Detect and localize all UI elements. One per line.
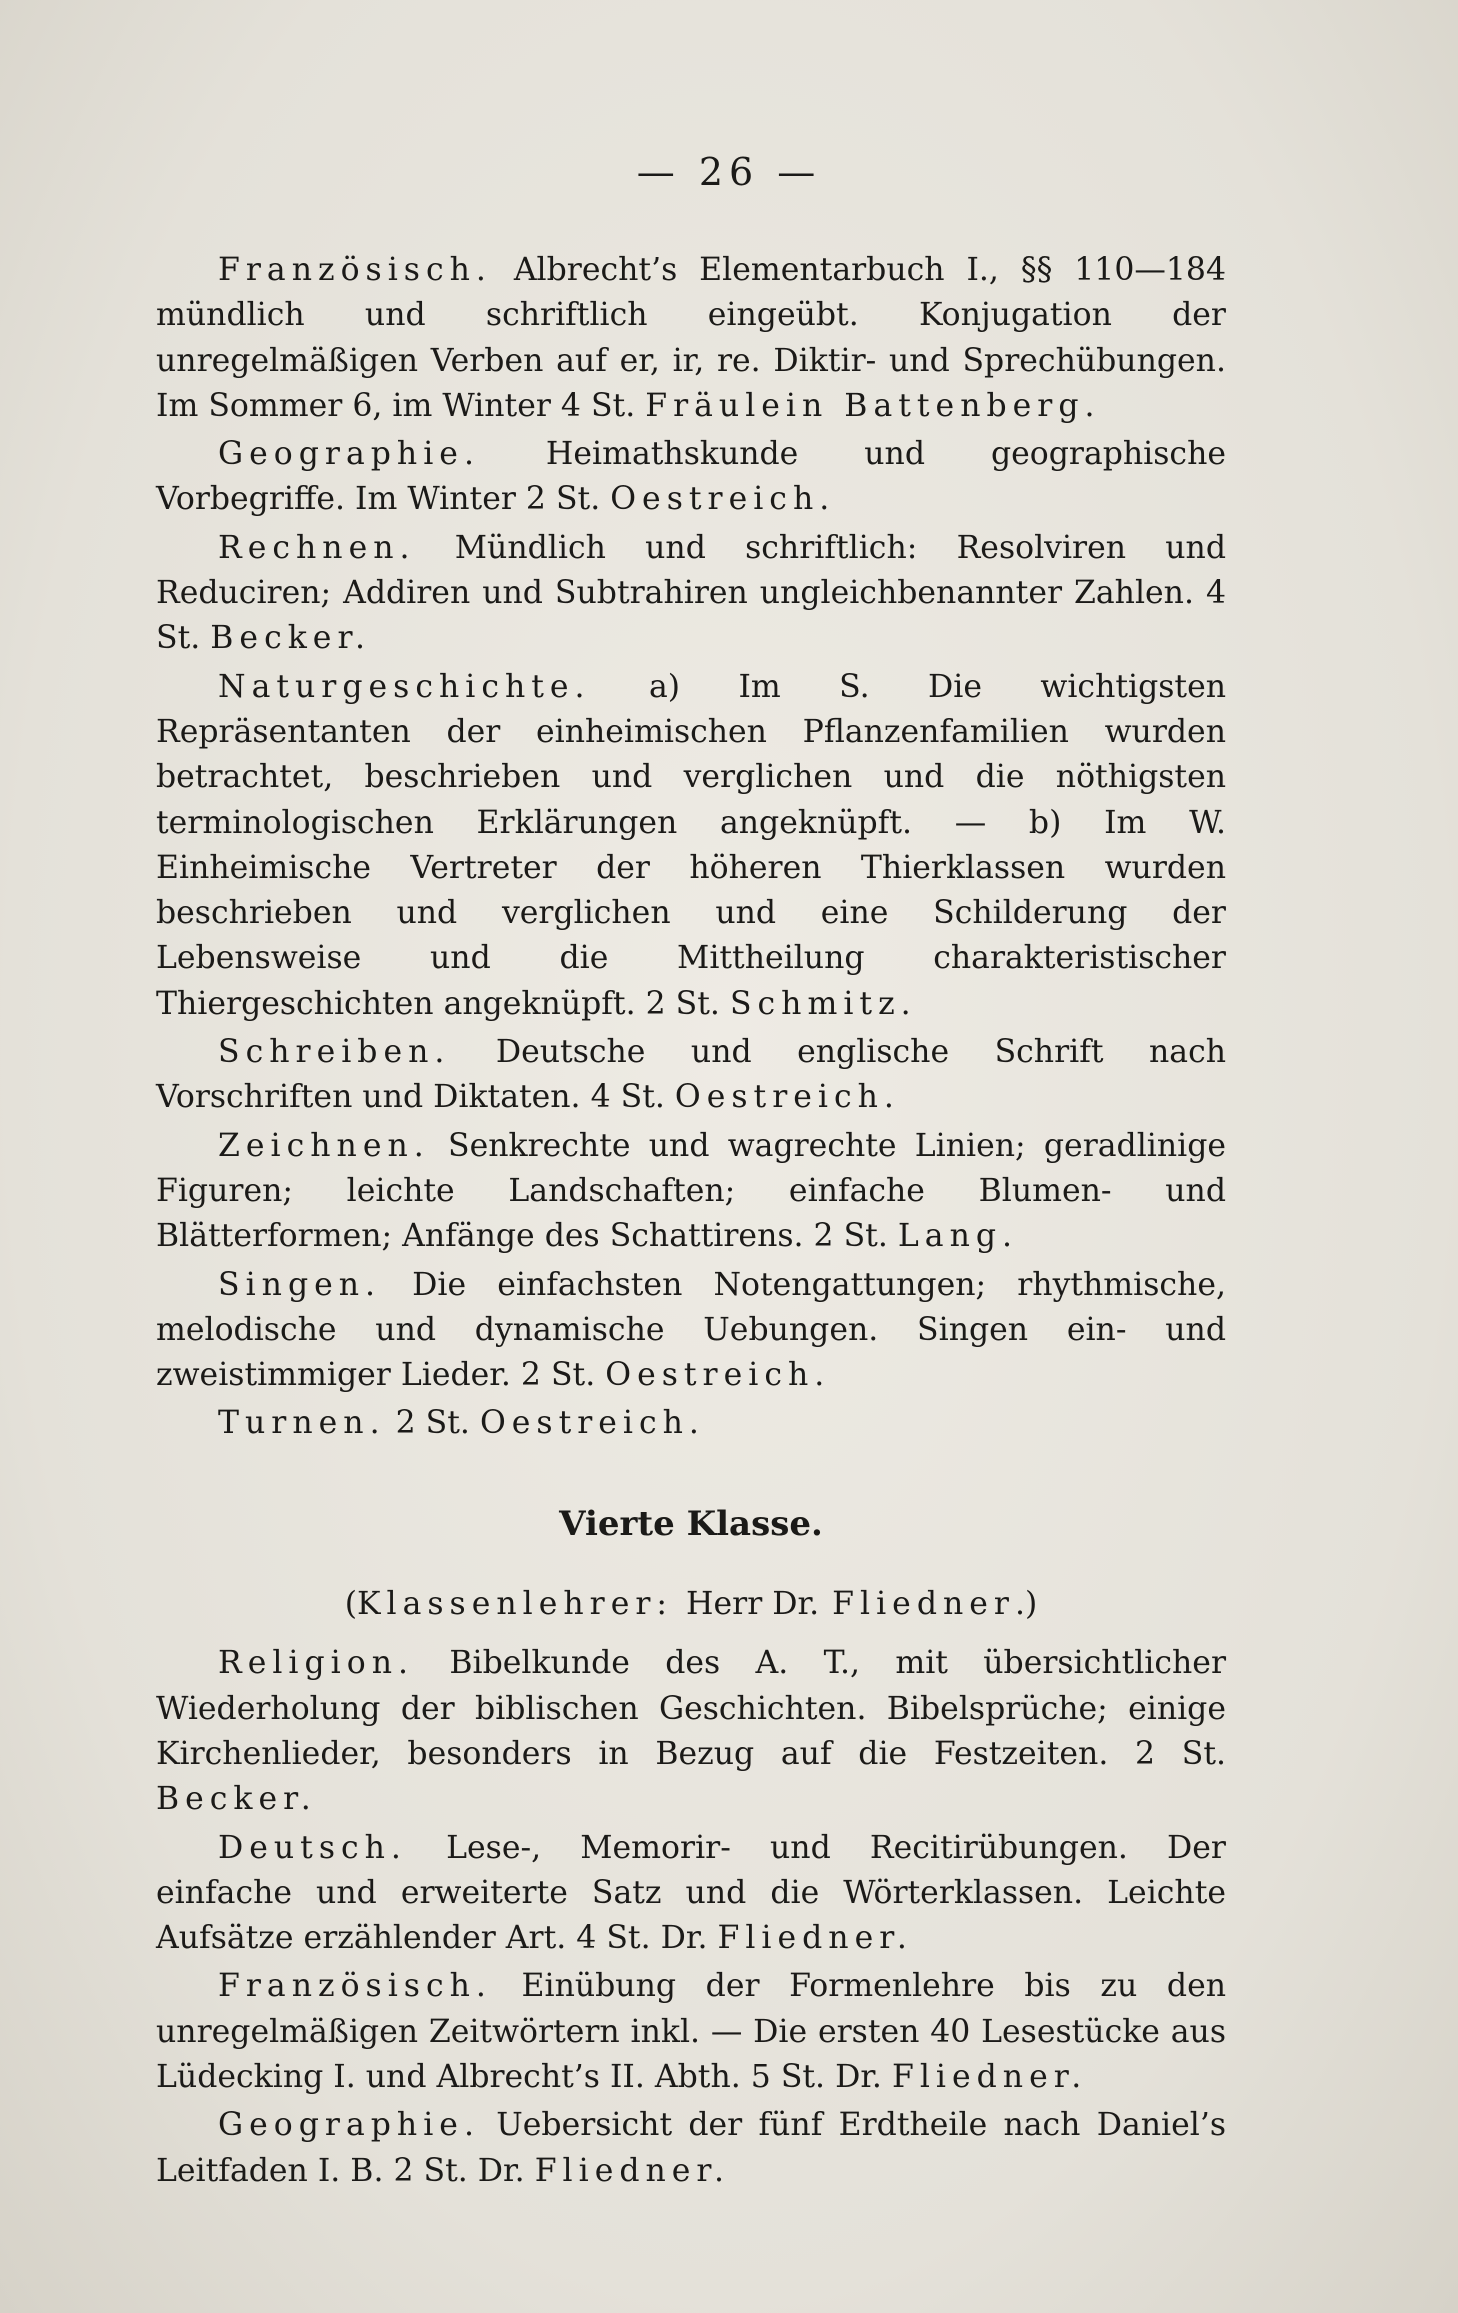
class-teacher-label: Klassenlehrer:	[357, 1586, 674, 1623]
paragraph-rechnen	[156, 526, 1226, 662]
teacher-name: Fliedner.	[891, 2058, 1088, 2095]
page-number: — 26 —	[636, 150, 822, 194]
paragraph-text: Deutsche und englische Schrift nach Vorschriften und Diktaten. 4 St.	[156, 1034, 1227, 1116]
subject-label: Deutsch.	[218, 1829, 407, 1866]
paragraph-geographie-2	[156, 2103, 1226, 2194]
subject-label: Singen.	[218, 1266, 382, 1303]
paragraph-naturgeschichte	[156, 665, 1226, 1027]
paragraph-text: Uebersicht der fünf Erdtheile nach Daniel’s Leitfaden I. B. 2 St. Dr.	[156, 2107, 1226, 2189]
paragraph-text: Mündlich und schriftlich: Resolviren und Reduciren; Addiren und Subtrahiren ungleichbenannter Zahlen. 4 St.	[156, 529, 1227, 657]
subject-label: Schreiben.	[218, 1034, 451, 1071]
subject-label: Französisch.	[218, 1968, 492, 2005]
subject-label: Turnen.	[218, 1405, 386, 1442]
teacher-name: Becker.	[156, 1781, 317, 1818]
teacher-name: Becker.	[210, 620, 372, 657]
paragraph-singen	[156, 1263, 1226, 1399]
subject-label: Religion.	[218, 1645, 415, 1682]
paragraph-franzoesisch-2	[156, 1964, 1226, 2100]
subject-label: Rechnen.	[218, 529, 416, 566]
body-text	[156, 248, 1226, 2197]
teacher-name: Oestreich.	[479, 1405, 705, 1442]
paragraph-geographie	[156, 432, 1226, 523]
open-paren: (	[344, 1586, 357, 1623]
teacher-name: Fliedner.	[534, 2152, 731, 2189]
subject-label: Geographie.	[218, 2107, 480, 2144]
paragraph-zeichnen	[156, 1124, 1226, 1260]
class-teacher-prefix: Herr Dr.	[686, 1586, 820, 1623]
close-paren: .)	[1014, 1586, 1038, 1623]
paragraph-text: Einübung der Formenlehre bis zu den unregelmäßigen Zeitwörtern inkl. — Die ersten 40 Lesestücke aus Lüdecking I. und Albrecht’s II. Abth. 5 St. Dr.	[156, 1968, 1226, 2095]
teacher-name: Oestreich.	[674, 1079, 900, 1116]
class-teacher-line	[156, 1582, 1226, 1627]
paragraph-text: Bibelkunde des A. T., mit übersichtlicher Wiederholung der biblischen Geschichten. Bibelsprüche; einige Kirchenlieder, besonders in Bezug auf die Festzeiten. 2 St.	[156, 1645, 1227, 1772]
paragraph-schreiben	[156, 1030, 1226, 1121]
paragraph-text: Senkrechte und wagrechte Linien; geradlinige Figuren; leichte Landschaften; einfache Blumen- und Blätterformen; Anfänge des Schattirens. 2 St.	[156, 1127, 1227, 1255]
section-heading: Vierte Klasse.	[559, 1503, 823, 1544]
class-teacher-name: Fliedner	[832, 1586, 1015, 1623]
subject-label: Französisch.	[218, 252, 492, 288]
paragraph-text: 2 St.	[395, 1405, 470, 1442]
paragraph-text: Albrecht’s Elementarbuch I., §§ 110—184 mündlich und schriftlich eingeübt. Konjugation der unregelmäßigen Verben auf er, ir, re. Diktir- und Sprechübungen. Im Sommer 6, im Winter 4 St.	[156, 252, 1227, 424]
subject-label: Zeichnen.	[218, 1127, 430, 1164]
teacher-name: Oestreich.	[610, 481, 836, 518]
teacher-name: Schmitz.	[729, 985, 917, 1022]
paragraph-text: Lese-, Memorir- und Recitirübungen. Der einfache und erweiterte Satz und die Wörterklassen. Leichte Aufsätze erzählender Art. 4 St. Dr.	[156, 1829, 1226, 1957]
paragraph-franzoesisch	[156, 248, 1226, 429]
teacher-name: Lang.	[897, 1218, 1019, 1255]
paragraph-turnen	[156, 1401, 1226, 1446]
subject-label: Geographie.	[218, 436, 480, 473]
teacher-name: Fliedner.	[717, 1920, 913, 1957]
paragraph-deutsch	[156, 1826, 1226, 1962]
paragraph-religion	[156, 1641, 1226, 1822]
teacher-name: Fräulein Battenberg.	[645, 387, 1101, 424]
teacher-name: Oestreich.	[605, 1357, 831, 1394]
paragraph-text: a) Im S. Die wichtigsten Repräsentanten der einheimischen Pflanzenfamilien wurden betrachtet, beschrieben und verglichen und die nöthigsten terminologischen Erklärungen angeknüpft. — b) Im W. Einheimische Vertreter der höheren Thierklassen wurden beschrieben und verglichen und eine Schilderung der Lebensweise und die Mittheilung charakteristischer Thiergeschichten angeknüpft. 2 St.	[156, 668, 1227, 1022]
subject-label: Naturgeschichte.	[218, 668, 591, 705]
paragraph-text: Heimathskunde und geographische Vorbegriffe. Im Winter 2 St.	[156, 436, 1226, 518]
paragraph-text: Die einfachsten Notengattungen; rhythmische, melodische und dynamische Uebungen. Singen ein- und zweistimmiger Lieder. 2 St.	[156, 1266, 1227, 1394]
